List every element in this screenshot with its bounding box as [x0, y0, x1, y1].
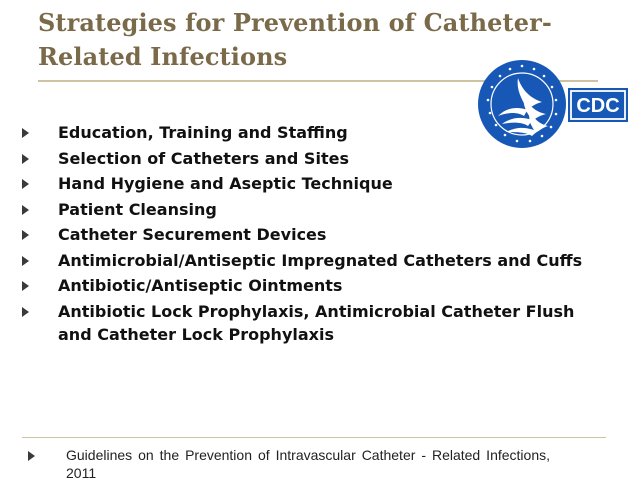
slide-title: Strategies for Prevention of Catheter-Related Infections — [38, 8, 552, 71]
footer-divider — [22, 437, 606, 438]
bullet-arrow-icon — [28, 451, 35, 461]
bullet-arrow-icon — [22, 230, 29, 240]
list-item-text: Antimicrobial/Antiseptic Impregnated Catheters and Cuffs — [58, 250, 583, 270]
list-item — [22, 121, 602, 145]
list-item-text: Antibiotic Lock Prophylaxis, Antimicrobial Catheter Flush and Catheter Lock Prophylaxis — [58, 301, 575, 344]
list-item — [22, 147, 602, 171]
list-item-text: Education, Training and Staffing — [58, 123, 348, 142]
list-item — [22, 249, 602, 273]
bullet-arrow-icon — [22, 179, 29, 189]
bullet-arrow-icon — [22, 205, 29, 215]
bullet-arrow-icon — [22, 281, 29, 291]
list-item-text: Catheter Securement Devices — [58, 225, 327, 244]
list-item — [22, 300, 602, 347]
list-item — [22, 198, 602, 222]
svg-text:CDC: CDC — [576, 95, 620, 117]
list-item — [22, 223, 602, 247]
bullet-arrow-icon — [22, 307, 29, 317]
footnote-text: Guidelines on the Prevention of Intravascular Catheter - Related Infections, 2011 — [66, 447, 550, 481]
list-item-text: Hand Hygiene and Aseptic Technique — [58, 174, 393, 193]
strategy-list — [22, 121, 602, 349]
list-item — [22, 274, 602, 298]
bullet-arrow-icon — [22, 256, 29, 266]
source-footnote — [22, 446, 582, 482]
list-item — [22, 172, 602, 196]
bullet-arrow-icon — [22, 154, 29, 164]
list-item-text: Selection of Catheters and Sites — [58, 148, 349, 168]
bullet-arrow-icon — [22, 128, 29, 138]
list-item-text: Antibiotic/Antiseptic Ointments — [58, 276, 343, 295]
list-item-text: Patient Cleansing — [58, 199, 217, 219]
